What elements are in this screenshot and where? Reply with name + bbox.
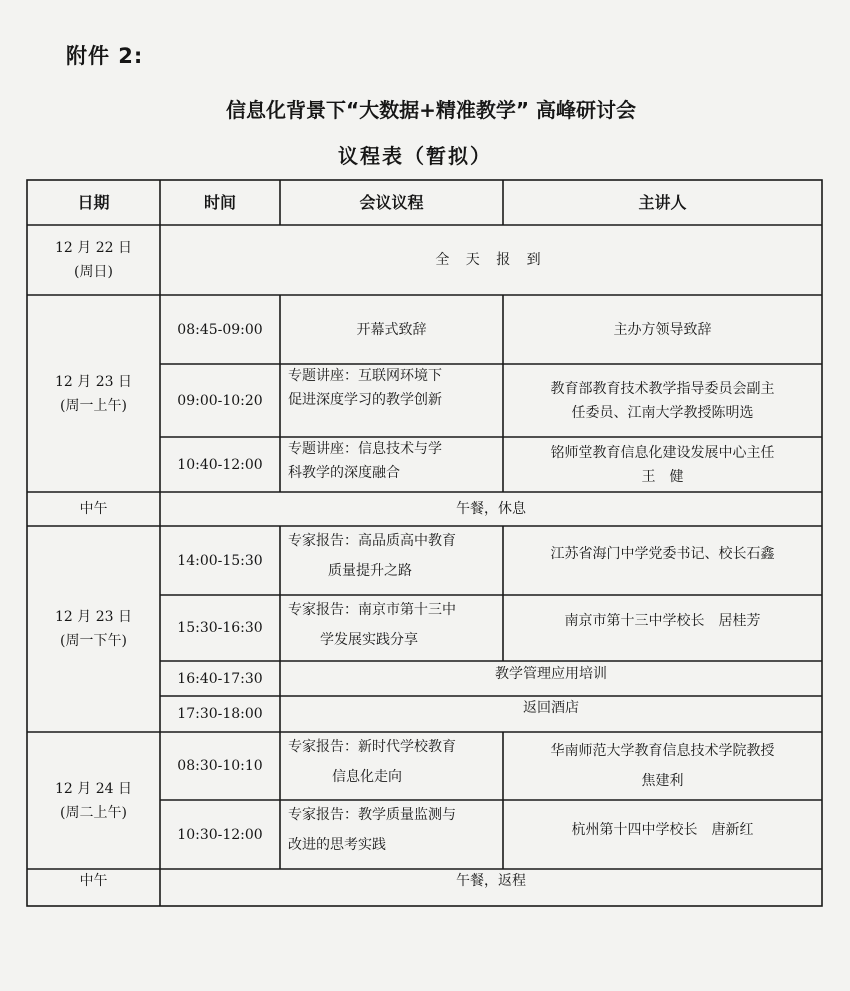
speaker-cell	[503, 732, 822, 800]
attachment-label: 附件 2:	[66, 44, 144, 68]
time-cell: 08:30-10:10	[177, 758, 263, 774]
document-title: 信息化背景下“大数据+精准教学” 高峰研讨会	[225, 98, 636, 122]
speaker-cell	[503, 364, 822, 437]
agenda-line: 信息化走向	[332, 769, 402, 785]
time-cell: 16:40-17:30	[177, 670, 263, 687]
weekday-text: (周一上午)	[60, 397, 127, 414]
date-cell-day2-am	[27, 295, 160, 492]
noon-label: 中午	[79, 873, 108, 889]
return-hotel-cell: 返回酒店	[523, 700, 579, 716]
speaker-line: 华南师范大学教育信息技术学院教授	[550, 743, 775, 759]
time-cell: 10:30-12:00	[177, 826, 263, 843]
agenda-line: 改进的思考实践	[288, 837, 386, 853]
document-subtitle: 议程表（暂拟）	[338, 144, 492, 168]
agenda-cell	[280, 800, 503, 869]
date-cell-day1	[27, 225, 160, 295]
time-cell: 10:40-12:00	[177, 456, 263, 473]
agenda-cell	[280, 595, 503, 661]
date-cell-day3-am	[27, 732, 160, 869]
speaker-line: 任委员、江南大学教授陈明选	[571, 404, 754, 421]
date-cell-day2-pm	[27, 526, 160, 732]
speaker-line: 焦建利	[641, 773, 684, 789]
agenda-line: 专题讲座：互联网环境下	[288, 368, 442, 384]
speaker-line: 教育部教育技术教学指导委员会副主	[550, 380, 775, 397]
speaker-cell: 主办方领导致辞	[613, 321, 712, 338]
time-cell: 09:00-10:20	[177, 392, 263, 409]
date-text: 12 月 22 日	[55, 240, 132, 256]
speaker-cell: 南京市第十三中学校长 居桂芳	[564, 613, 761, 629]
weekday-text: (周二上午)	[60, 804, 127, 821]
agenda-cell	[280, 364, 503, 437]
speaker-line: 铭师堂教育信息化建设发展中心主任	[550, 444, 775, 461]
date-text: 12 月 24 日	[55, 780, 132, 797]
agenda-line: 促进深度学习的教学创新	[288, 392, 442, 408]
speaker-cell	[503, 437, 822, 492]
time-cell: 17:30-18:00	[177, 706, 263, 722]
agenda-cell	[280, 526, 503, 595]
agenda-line: 专家报告：教学质量监测与	[288, 807, 456, 823]
agenda-line: 专家报告：新时代学校教育	[288, 739, 456, 755]
agenda-line: 专家报告：南京市第十三中	[288, 602, 456, 618]
training-cell: 教学管理应用培训	[495, 666, 607, 682]
agenda-cell	[280, 437, 503, 492]
time-cell: 14:00-15:30	[177, 552, 263, 569]
lunch-return-cell: 午餐，返程	[456, 873, 526, 889]
date-text: 12 月 23 日	[55, 609, 132, 625]
lunch-rest-cell: 午餐，休息	[456, 501, 526, 517]
weekday-text: (周一下午)	[60, 633, 127, 649]
agenda-line: 质量提升之路	[328, 563, 412, 579]
header-agenda: 会议议程	[359, 192, 424, 212]
date-text: 12 月 23 日	[55, 373, 132, 390]
registration-cell: 全 天 报 到	[435, 252, 547, 268]
speaker-cell: 杭州第十四中学校长 唐新红	[571, 822, 754, 838]
agenda-cell	[280, 732, 503, 800]
speaker-cell: 江苏省海门中学党委书记、校长石鑫	[550, 545, 775, 562]
speaker-line: 王 健	[641, 468, 684, 485]
agenda-cell: 开幕式致辞	[356, 321, 427, 338]
header-speaker: 主讲人	[638, 192, 687, 212]
noon-label: 中午	[79, 501, 108, 517]
agenda-line: 专题讲座：信息技术与学	[288, 441, 442, 457]
weekday-text: (周日)	[74, 264, 113, 280]
agenda-line: 专家报告：高品质高中教育	[288, 533, 456, 549]
agenda-line: 学发展实践分享	[320, 632, 418, 648]
agenda-line: 科教学的深度融合	[288, 465, 400, 481]
time-cell: 15:30-16:30	[177, 620, 263, 636]
header-time: 时间	[203, 192, 236, 212]
time-cell: 08:45-09:00	[177, 321, 263, 338]
header-date: 日期	[77, 192, 110, 212]
